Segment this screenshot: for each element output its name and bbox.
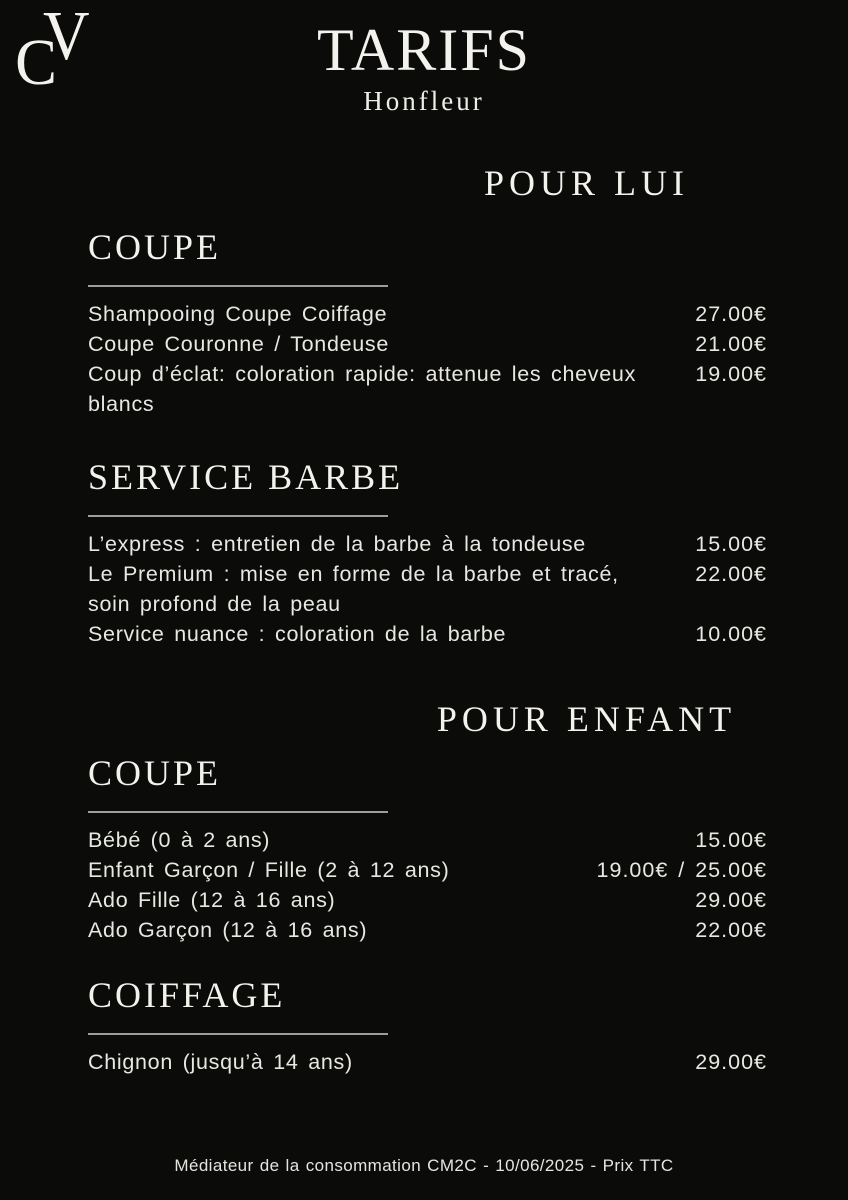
section-service-barbe: [88, 455, 767, 649]
service-price: 10.00€: [695, 622, 767, 646]
service-price: 29.00€: [695, 888, 767, 912]
service-price: 29.00€: [695, 1050, 767, 1074]
price-row: [88, 915, 767, 945]
service-name: Enfant Garçon / Fille (2 à 12 ans): [88, 858, 450, 882]
section-coiffage: [88, 973, 767, 1077]
logo-letter-c: C: [15, 26, 57, 99]
service-name: Ado Fille (12 à 16 ans): [88, 888, 336, 912]
service-name: Shampooing Coupe Coiffage: [88, 302, 388, 326]
price-row: [88, 885, 767, 915]
price-list: [0, 161, 848, 1077]
price-rows: [88, 299, 767, 419]
section-divider: [88, 515, 388, 517]
section-coupe-enfant: [88, 751, 767, 945]
page-subtitle: Honfleur: [363, 86, 485, 116]
section-coupe-lui: [88, 225, 767, 419]
service-price: 19.00€: [695, 362, 767, 386]
section-title-coupe: COUPE: [88, 227, 222, 267]
service-name: L’express : entretien de la barbe à la tondeuse: [88, 532, 586, 556]
section-divider: [88, 1033, 388, 1035]
price-row: [88, 619, 767, 649]
price-row: [88, 1047, 767, 1077]
service-name: Service nuance : coloration de la barbe: [88, 622, 507, 646]
service-name: Bébé (0 à 2 ans): [88, 828, 271, 852]
masthead: [0, 0, 848, 117]
price-row: [88, 825, 767, 855]
price-row: [88, 359, 767, 419]
service-name: Le Premium : mise en forme de la barbe et tracé, soin profond de la peau: [88, 562, 619, 616]
service-name: Ado Garçon (12 à 16 ans): [88, 918, 368, 942]
group-heading-pour-enfant: POUR ENFANT: [436, 699, 737, 739]
service-name: Coupe Couronne / Tondeuse: [88, 332, 390, 356]
service-price: 15.00€: [695, 828, 767, 852]
price-row: [88, 559, 767, 619]
price-row: [88, 299, 767, 329]
section-title-coupe: COUPE: [88, 753, 222, 793]
section-title-coiffage: COIFFAGE: [88, 975, 286, 1015]
price-row: [88, 855, 767, 885]
service-name: Chignon (jusqu’à 14 ans): [88, 1050, 353, 1074]
section-divider: [88, 285, 388, 287]
price-row: [88, 529, 767, 559]
logo-letter-v: V: [43, 0, 90, 75]
service-price: 27.00€: [695, 302, 767, 326]
service-price: 22.00€: [695, 918, 767, 942]
section-title-service-barbe: SERVICE BARBE: [88, 457, 404, 497]
brand-monogram-logo: [14, 0, 106, 114]
service-name: Coup d’éclat: coloration rapide: attenue les cheveux blancs: [88, 362, 637, 416]
service-price: 19.00€ / 25.00€: [596, 858, 767, 882]
service-price: 21.00€: [695, 332, 767, 356]
service-price: 22.00€: [695, 562, 767, 586]
price-row: [88, 329, 767, 359]
footer-legal-notice: Médiateur de la consommation CM2C - 10/06/2025 - Prix TTC: [174, 1156, 674, 1175]
price-rows: [88, 1047, 767, 1077]
group-heading-pour-lui: POUR LUI: [483, 163, 689, 203]
section-divider: [88, 811, 388, 813]
page-title: TARIFS: [317, 17, 531, 83]
service-price: 15.00€: [695, 532, 767, 556]
price-rows: [88, 529, 767, 649]
price-rows: [88, 825, 767, 945]
